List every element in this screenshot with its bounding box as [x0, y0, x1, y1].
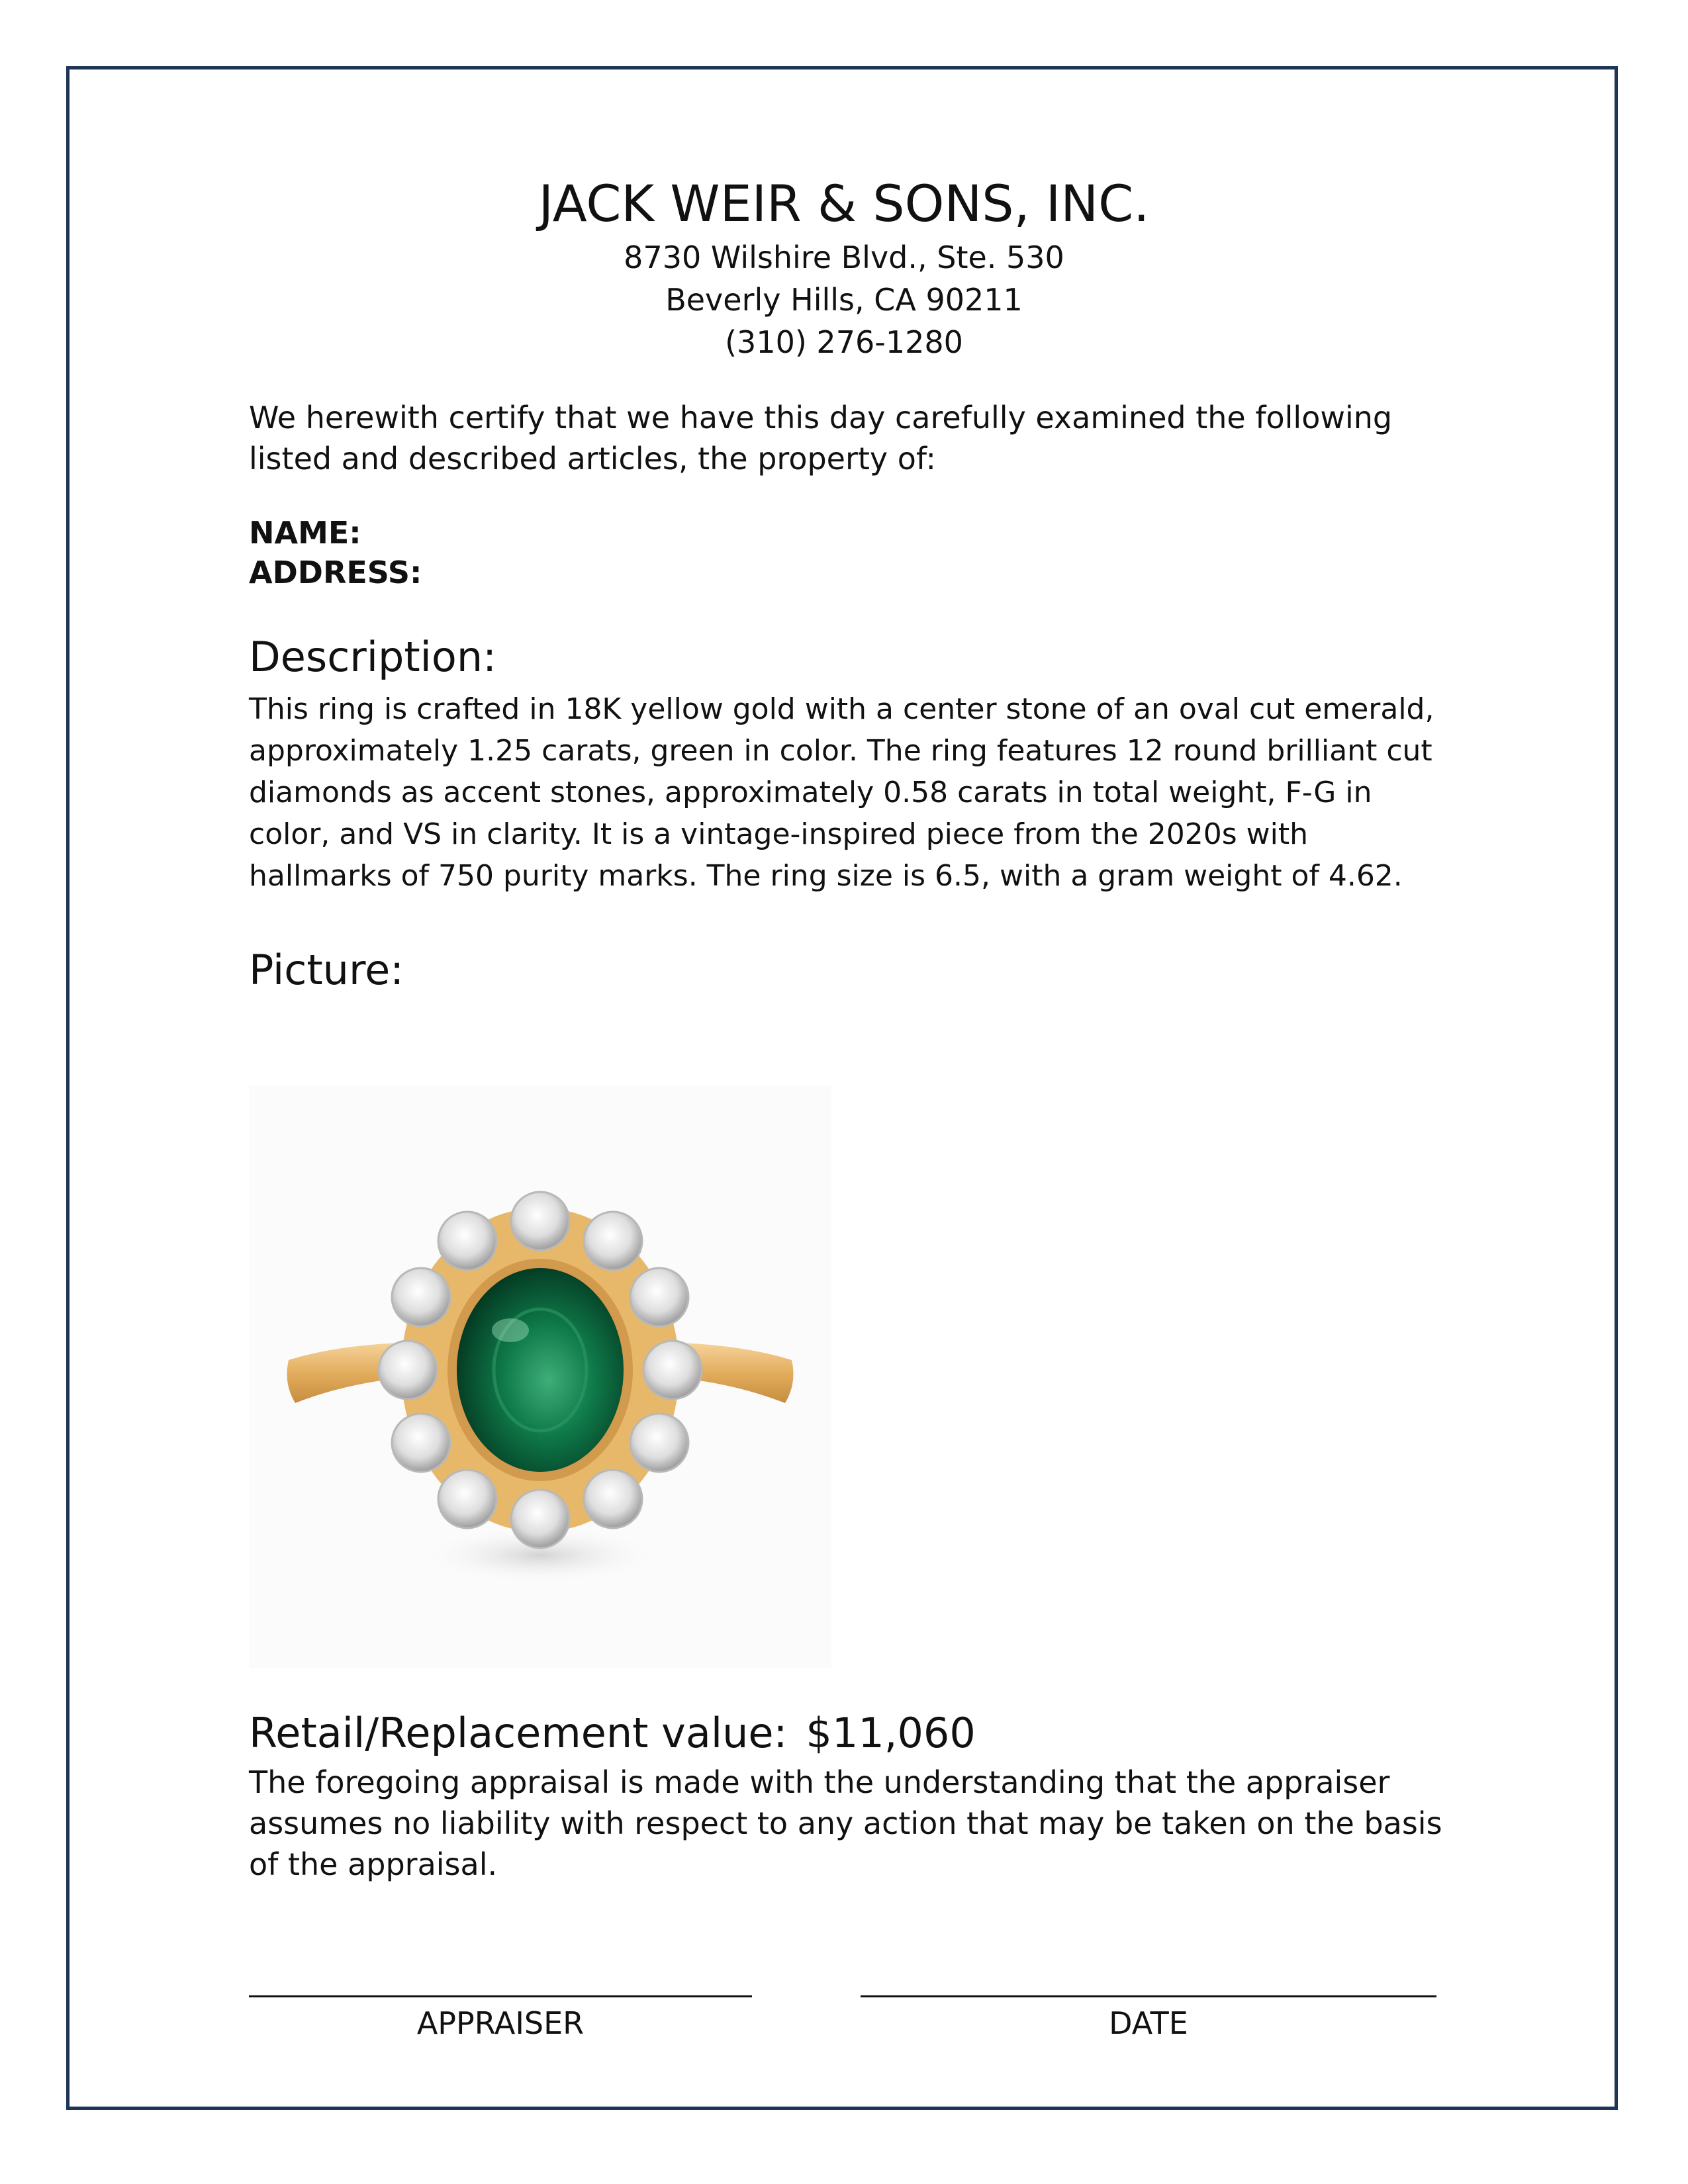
- accent-diamond: [392, 1414, 450, 1472]
- date-label: DATE: [1109, 2005, 1188, 2041]
- letterhead: [0, 174, 1688, 360]
- owner-fields: [249, 513, 1454, 592]
- date-signature-line[interactable]: [861, 1995, 1436, 1997]
- company-name: JACK WEIR & SONS, INC.: [538, 174, 1150, 233]
- picture-title: Picture:: [249, 946, 404, 994]
- certification-intro: We herewith certify that we have this day carefully examined the following listed and described articles, the property of:: [249, 400, 1393, 477]
- address-label: ADDRESS:: [249, 555, 422, 590]
- ring-photo: [249, 1085, 831, 1668]
- address-line-2: Beverly Hills, CA 90211: [665, 282, 1023, 318]
- accent-diamond: [511, 1490, 569, 1548]
- value-amount: $11,060: [806, 1709, 976, 1757]
- accent-diamond: [511, 1192, 569, 1250]
- center-emerald: [457, 1268, 624, 1472]
- company-address: [0, 240, 1688, 360]
- accent-diamond: [379, 1341, 437, 1399]
- accent-diamond: [584, 1470, 642, 1528]
- accent-diamond: [630, 1268, 688, 1326]
- accent-diamond: [630, 1414, 688, 1472]
- accent-diamond: [438, 1470, 496, 1528]
- emerald-highlight: [492, 1318, 529, 1342]
- address-line-1: 8730 Wilshire Blvd., Ste. 530: [624, 240, 1064, 275]
- name-label: NAME:: [249, 515, 361, 551]
- description-title: Description:: [249, 633, 496, 681]
- accent-diamond: [392, 1268, 450, 1326]
- value-label: Retail/Replacement value:: [249, 1709, 788, 1757]
- appraiser-label: APPRAISER: [416, 2005, 585, 2041]
- description-body: This ring is crafted in 18K yellow gold with a center stone of an oval cut emerald, approximately 1.25 carats, green in color. The ring features 12 round brilliant cut diamonds as accent stones, approximately 0.58 carats in total weight, F-G in color, and VS in clarity. It is a vintage-inspired piece from the 2020s with hallmarks of 750 purity marks. The ring size is 6.5, with a gram weight of 4.62.: [249, 692, 1434, 893]
- accent-diamond: [643, 1341, 702, 1399]
- ring-illustration: [249, 1085, 831, 1668]
- company-phone: (310) 276-1280: [725, 324, 963, 360]
- appraiser-signature-line[interactable]: [249, 1995, 752, 1997]
- liability-disclaimer: The foregoing appraisal is made with the understanding that the appraiser assumes no liability with respect to any action that may be taken on the basis of the appraisal.: [249, 1764, 1442, 1882]
- accent-diamond: [438, 1212, 496, 1270]
- accent-diamond: [584, 1212, 642, 1270]
- appraised-value: [249, 1709, 1454, 1757]
